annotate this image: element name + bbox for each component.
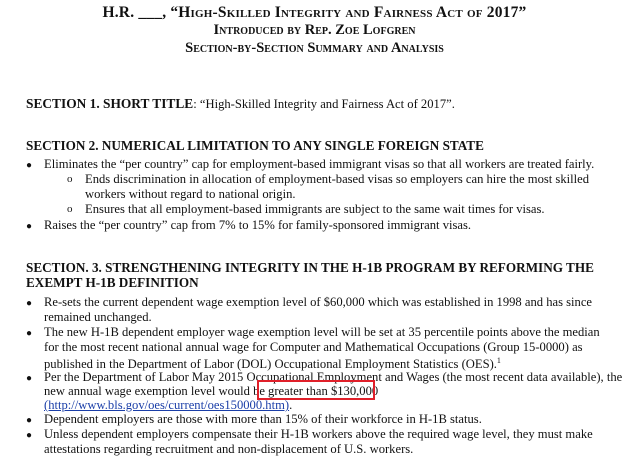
section-3-bullet-2 [44, 325, 604, 372]
section-3-bullet-4: Dependent employers are those with more than 15% of their workforce in H-1B status. [44, 412, 482, 426]
section-2-bullet-2: Raises the “per country” cap from 7% to 15% for family-sponsored immigrant visas. [44, 218, 472, 232]
section-2-sub-2: Ensures that all employment-based immigrants are subject to the same wait times for visas. [85, 202, 545, 216]
document-subtitle: Section-by-Section Summary and Analysis [185, 40, 444, 56]
section-3-bullet-2-text: The new H-1B dependent employer wage exemption level will be set at 35 percentile points above the median for the most recent national annual wage for Computer and Mathematical Occupations (Group 15-0000) as published in the Department of Labor (DOL) Occupational Employment Statistics (OES). [44, 325, 600, 372]
section-3-bullet-3-line-1: Per the Department of Labor May 2015 Occupational Employment and Wages (the most recent data available), the [44, 370, 623, 384]
section-3-heading-line-1: SECTION. 3. STRENGTHENING INTEGRITY IN THE H-1B PROGRAM BY REFORMING THE [26, 260, 594, 275]
circle-bullet-icon: o [67, 203, 73, 215]
bullet-icon: ● [26, 298, 33, 309]
section-3-bullet-5: Unless dependent employers compensate their H-1B workers above the required wage level, they must make attestations regarding recruitment and non-displacement of U.S. workers. [44, 427, 593, 456]
document-title: H.R. ___, “High-Skilled Integrity and Fairness Act of 2017” [102, 4, 527, 21]
section-3-bullet-3-end: . [289, 398, 293, 412]
bullet-icon: ● [26, 328, 33, 339]
bullet-icon: ● [26, 221, 33, 232]
section-3-bullet-3-line-3 [44, 398, 604, 413]
bullet-icon: ● [26, 430, 33, 441]
section-1 [26, 96, 616, 112]
bls-oes-link[interactable]: (http://www.bls.gov/oes/current/oes150000.htm) [44, 398, 290, 412]
section-1-text: : “High-Skilled Integrity and Fairness Act of 2017”. [193, 97, 455, 111]
section-3-heading-line-2: EXEMPT H-1B DEFINITION [26, 275, 199, 290]
bullet-icon: ● [26, 415, 33, 426]
red-highlight-box [257, 380, 375, 400]
section-2-bullet-1: Eliminates the “per country” cap for employment-based immigrant visas so that all workers are treated fairly. [44, 157, 595, 171]
section-1-label: SECTION 1. SHORT TITLE [26, 96, 194, 111]
section-2-sub-1: Ends discrimination in allocation of employment-based visas so employers can hire the most skilled workers without regard to national origin. [85, 172, 589, 201]
bullet-icon: ● [26, 373, 33, 384]
bullet-icon: ● [26, 160, 33, 171]
document-introduced-by: Introduced by Rep. Zoe Lofgren [213, 22, 416, 38]
footnote-marker: 1 [496, 356, 501, 366]
circle-bullet-icon: o [67, 173, 73, 185]
section-3-bullet-3-text: new annual wage exemption level would be [44, 384, 266, 398]
section-3-bullet-1: Re-sets the current dependent wage exemption level of $60,000 which was established in 1998 and has since remained unchanged. [44, 295, 593, 324]
wage-highlight-text: greater than $130,000 [268, 384, 379, 398]
section-2-heading: SECTION 2. NUMERICAL LIMITATION TO ANY SINGLE FOREIGN STATE [26, 138, 484, 153]
